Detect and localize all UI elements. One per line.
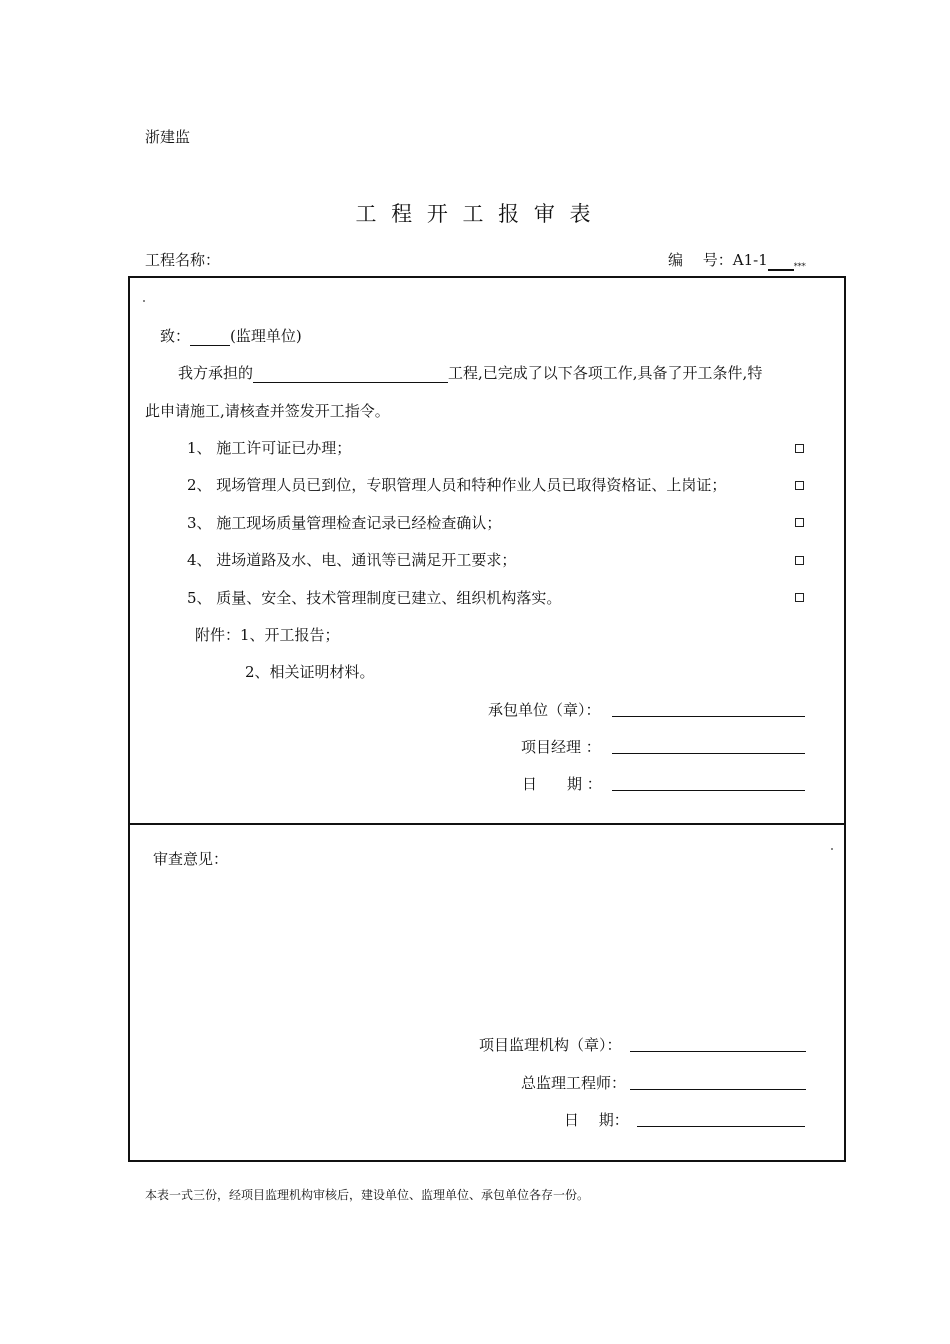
checkbox[interactable]: [795, 444, 804, 453]
footer-note: 本表一式三份，经项目监理机构审核后，建设单位、监理单位、承包单位各存一份。: [145, 1188, 590, 1202]
form-number: [668, 249, 806, 271]
addressee-prefix: 致：: [160, 327, 191, 345]
body-prefix: 我方承担的: [178, 364, 254, 382]
checkbox[interactable]: [795, 556, 804, 565]
checkbox[interactable]: [795, 481, 804, 490]
agency-signature-line[interactable]: [630, 1034, 806, 1052]
form-number-blank[interactable]: [768, 251, 794, 271]
attachments-label: 附件：1、开工报告；: [195, 626, 340, 644]
form-title: 工 程 开 工 报 审 表: [355, 202, 595, 226]
review-date-line[interactable]: [637, 1109, 805, 1127]
scan-speck: [831, 848, 833, 850]
application-date-line[interactable]: [612, 773, 805, 791]
application-body-line1: [178, 362, 762, 383]
project-blank[interactable]: [253, 364, 448, 383]
checklist-item: 5、 质量、安全、技术管理制度已建立、组织机构落实。: [187, 589, 562, 607]
agency-signature-label: 项目监理机构（章）：: [479, 1036, 622, 1054]
attachment-item: 2、相关证明材料。: [245, 663, 375, 681]
contractor-signature-label: 承包单位（章）：: [488, 701, 601, 719]
project-manager-line[interactable]: [612, 736, 805, 754]
body-suffix: 工程,已完成了以下各项工作,具备了开工条件,特: [448, 364, 763, 382]
org-code: 浙建监: [145, 128, 191, 146]
addressee-line: [160, 325, 302, 346]
checkbox[interactable]: [795, 593, 804, 602]
scan-speck: [143, 300, 145, 302]
checklist-item: 4、 进场道路及水、电、通讯等已满足开工要求；: [187, 551, 517, 569]
form-number-suffix: ***: [793, 262, 806, 271]
checklist-item: 3、 施工现场质量管理检查记录已经检查确认；: [187, 514, 502, 532]
chief-engineer-line[interactable]: [630, 1072, 806, 1090]
application-date-label: 日 期 ：: [522, 775, 602, 793]
checklist-item: 1、 施工许可证已办理；: [187, 439, 352, 457]
project-manager-label: 项目经理 ：: [521, 738, 601, 756]
supervisor-blank[interactable]: [190, 327, 230, 346]
application-body-line2: 此申请施工,请核查并签发开工指令。: [145, 402, 390, 420]
checkbox[interactable]: [795, 518, 804, 527]
form-number-label: 编 号：: [668, 251, 733, 269]
addressee-suffix: (监理单位): [230, 327, 302, 345]
contractor-signature-line[interactable]: [612, 699, 805, 717]
review-opinion-label: 审查意见：: [153, 850, 229, 868]
chief-engineer-label: 总监理工程师：: [521, 1074, 627, 1092]
form-number-value: A1-1: [732, 251, 768, 269]
project-name-label: 工程名称：: [145, 251, 221, 269]
review-date-label: 日 期：: [564, 1111, 629, 1129]
checklist-item: 2、 现场管理人员已到位，专职管理人员和特种作业人员已取得资格证、上岗证；: [187, 476, 727, 494]
